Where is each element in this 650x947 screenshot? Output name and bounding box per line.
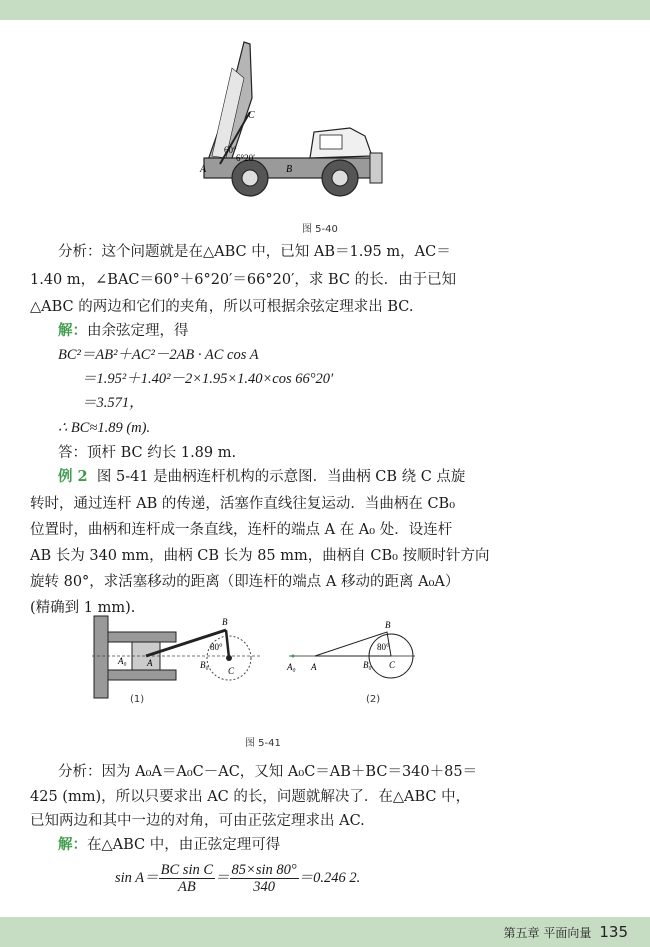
solution1-eq3: ＝3.571，: [82, 395, 144, 411]
label-b: B: [286, 164, 293, 175]
label-c: C: [228, 666, 235, 676]
analysis2-line3: 已知两边和其中一边的对角，可由正弦定理求出 AC.: [30, 813, 365, 829]
analysis2-line1: 分析：因为 A₀A＝A₀C－AC，又知 A₀C＝AB＋BC＝340＋85＝: [58, 764, 478, 780]
label-a: A: [311, 662, 317, 672]
page-footer: [504, 923, 628, 941]
label-a0: A₀: [118, 656, 127, 666]
solution2-equation: [115, 862, 360, 895]
cylinder-wall: [94, 616, 108, 698]
solution2-line: [58, 835, 280, 855]
crank-mechanism-figure: [92, 612, 272, 704]
crank-centre: [226, 655, 232, 661]
triangle-figure: [285, 612, 435, 682]
label-a: A: [200, 164, 207, 175]
fraction-1-numerator: BC sin C: [160, 862, 214, 878]
label-c: C: [389, 660, 396, 670]
label-a: A: [147, 658, 153, 668]
top-band: [0, 0, 650, 20]
example2-label: 例 2: [58, 468, 88, 485]
analysis1-line2: 1.40 m，∠BAC＝60°＋6°20′＝66°20′，求 BC 的长．由于已知: [30, 272, 457, 288]
analysis2-line2: 425 (mm)，所以只要求出 AC 的长，问题就解决了．在△ABC 中，: [30, 789, 471, 805]
figure-541-sub2: (2): [366, 694, 381, 705]
fraction-1-denominator: AB: [177, 879, 196, 895]
fraction-1: [159, 862, 215, 895]
example2-line1: [58, 467, 465, 487]
label-angle1: 60°: [224, 145, 237, 155]
solution2-label: 解：: [58, 836, 87, 853]
label-b0: B₀: [200, 660, 209, 670]
label-angle2: 6°20′: [236, 153, 256, 163]
solution1-text: 由余弦定理，得: [87, 323, 189, 339]
solution1-eq2: ＝1.95²＋1.40²－2×1.95×1.40×cos 66°20′: [82, 371, 334, 387]
label-c: C: [248, 110, 255, 121]
footer-chapter: 第五章 平面向量: [503, 926, 592, 940]
page-number: 135: [599, 923, 628, 941]
cylinder-bottom: [108, 670, 176, 680]
cab-window: [320, 135, 342, 149]
label-a0: A₀: [287, 662, 296, 672]
equation-mid: ＝: [215, 869, 230, 886]
dump-truck-figure: [190, 38, 420, 198]
label-angle: 80°: [210, 642, 223, 652]
solution2-text: 在△ABC 中，由正弦定理可得: [87, 837, 281, 853]
figure-540-caption: 图 5-40: [302, 224, 338, 235]
point-a0: [292, 655, 295, 658]
cylinder-top: [108, 632, 176, 642]
analysis1-line1: 分析：这个问题就是在△ABC 中，已知 AB＝1.95 m，AC＝: [58, 244, 451, 260]
example2-line3: 位置时，曲柄和连杆成一条直线，连杆的端点 A 在 A₀ 处．设连杆: [30, 522, 453, 538]
label-angle: 80°: [377, 642, 390, 652]
fraction-2-denominator: 340: [253, 879, 275, 895]
fraction-2: [230, 862, 299, 895]
crank-arm: [226, 630, 229, 658]
figure-541-sub1: (1): [130, 694, 145, 705]
label-b: B: [385, 620, 391, 630]
equation-rhs: ＝0.246 2.: [298, 869, 361, 886]
front-hub: [332, 170, 348, 186]
example2-line6: (精确到 1 mm).: [30, 600, 136, 616]
label-b: B: [222, 617, 228, 627]
bumper: [370, 153, 382, 183]
solution1-eq1: BC²＝AB²＋AC²－2AB · AC cos A: [58, 347, 259, 363]
solution1-line: [58, 321, 189, 341]
fraction-2-numerator: 85×sin 80°: [231, 862, 297, 878]
solution1-answer: 答：顶杆 BC 约长 1.89 m.: [58, 445, 237, 461]
solution1-label: 解：: [58, 322, 87, 339]
solution1-eq4: ∴ BC≈1.89 (m).: [58, 420, 151, 436]
example2-line5: 旋转 80°，求活塞移动的距离（即连杆的端点 A 移动的距离 A₀A）: [30, 574, 460, 590]
rear-hub: [242, 170, 258, 186]
analysis1-line3: △ABC 的两边和它们的夹角，所以可根据余弦定理求出 BC.: [30, 299, 414, 315]
equation-lhs: sin A＝: [115, 869, 159, 886]
example2-line1-text: 图 5-41 是曲柄连杆机构的示意图．当曲柄 CB 绕 C 点旋: [96, 469, 466, 485]
label-b0: B₀: [363, 660, 372, 670]
example2-line4: AB 长为 340 mm，曲柄 CB 长为 85 mm，曲柄自 CB₀ 按顺时针方向: [30, 548, 490, 564]
figure-541-caption: 图 5-41: [245, 738, 281, 749]
example2-line2: 转时，通过连杆 AB 的传递，活塞作直线往复运动．当曲柄在 CB₀: [30, 496, 456, 512]
